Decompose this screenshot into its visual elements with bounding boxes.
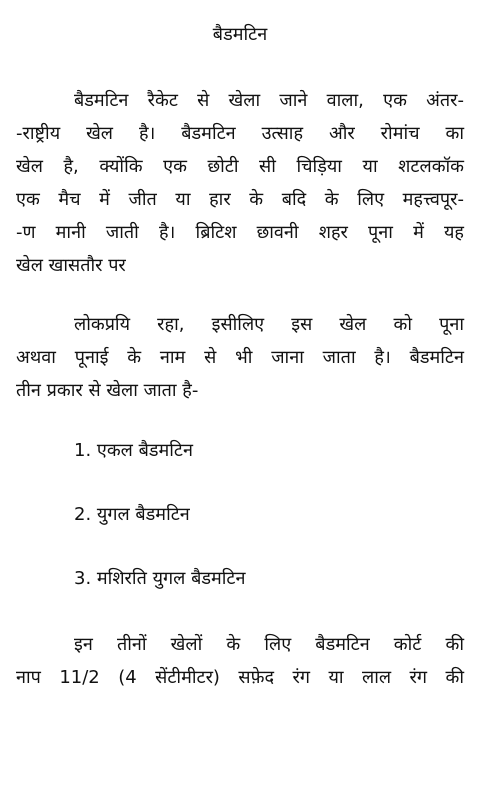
paragraph-intro — [16, 84, 464, 282]
paragraph-popularity — [16, 308, 464, 407]
paragraph-line: -ण मानी जाती है। ब्रिटिश छावनी शहर पूना में यह — [16, 222, 464, 243]
paragraph-line: बैडमटिन रैकेट से खेला जाने वाला, एक अंतर- — [74, 90, 464, 111]
paragraph-line: इन तीनों खेलों के लिए बैडमटिन कोर्ट की — [74, 634, 464, 655]
list-item: 3. मशिरति युगल बैडमटिन — [74, 568, 246, 589]
paragraph-line: एक मैच में जीत या हार के बदि के लिए महत्त्वपूर- — [16, 189, 464, 210]
page-title: बैडमटिन — [212, 24, 268, 45]
paragraph-line: लोकप्रयि रहा, इसीलिए इस खेल को पूना — [74, 314, 464, 335]
paragraph-line: खेल है, क्योंकि एक छोटी सी चिड़िया या शटलकॉक — [16, 156, 464, 177]
paragraph-line: तीन प्रकार से खेला जाता है- — [16, 380, 199, 401]
list-item: 2. युगल बैडमटिन — [74, 504, 190, 525]
paragraph-line: नाप 11/2 (4 सेंटीमीटर) सफ़ेद रंग या लाल रंग की — [16, 667, 464, 688]
list-item: 1. एकल बैडमटिन — [74, 440, 193, 461]
paragraph-court — [16, 628, 464, 694]
paragraph-line: -राष्ट्रीय खेल है। बैडमटिन उत्साह और रोमांच का — [16, 123, 464, 144]
paragraph-line: खेल खासतौर पर — [16, 255, 126, 276]
paragraph-line: अथवा पूनाई के नाम से भी जाना जाता है। बैडमटिन — [16, 347, 464, 368]
